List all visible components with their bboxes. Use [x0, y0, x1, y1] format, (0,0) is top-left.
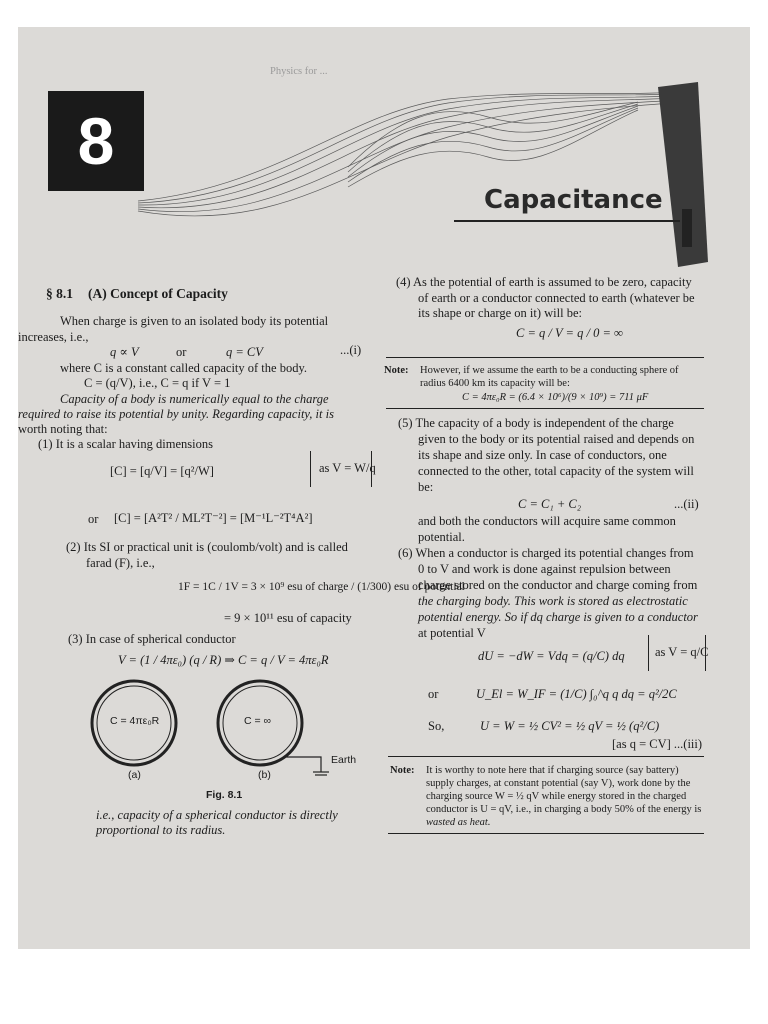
- note-2-top-rule: [388, 756, 704, 757]
- point-6-line-2: 0 to V and work is done against repulsion between: [418, 562, 671, 576]
- eq1-left: q ∝ V: [110, 345, 139, 359]
- note-1-line-2: radius 6400 km its capacity will be:: [420, 378, 570, 389]
- point-6-line-5: potential energy. So if dq charge is given to a conductor: [418, 610, 698, 624]
- book-page: [18, 27, 750, 949]
- point-2-line-2: farad (F), i.e.,: [86, 556, 155, 570]
- dimension-or: or: [88, 512, 99, 526]
- point-6-line-6: at potential V: [418, 626, 486, 640]
- point-5-line-7: potential.: [418, 530, 465, 544]
- u-tag: [as q = CV] ...(iii): [612, 737, 703, 751]
- header-fragment: Physics for ...: [270, 66, 328, 77]
- note-1-bottom-rule: [386, 408, 704, 409]
- earth-label: Earth: [331, 754, 357, 766]
- note-2-label: Note:: [390, 765, 415, 776]
- title-rule: [454, 220, 680, 222]
- note-1-equation: C = 4πε₀R = (6.4 × 10⁶)/(9 × 10⁹) = 711 μF: [462, 392, 649, 403]
- note-2-line-2: supply charges, at constant potential (say V), work done by the: [426, 778, 691, 789]
- chapter-title: Capacitance: [484, 185, 663, 215]
- point-6-line-1: (6) When a conductor is charged its potential changes from: [398, 546, 694, 560]
- point-5-tag: ...(ii): [674, 497, 699, 511]
- earth-wire: [284, 757, 321, 772]
- note-1-line-1: However, if we assume the earth to be a conducting sphere of: [420, 365, 679, 376]
- note-2-bottom-rule: [388, 833, 704, 834]
- point-4-line-2: of earth or a conductor connected to earth (whatever be: [418, 291, 695, 305]
- subfigure-b: (b): [258, 769, 271, 781]
- farad-value: = 9 × 10¹¹ esu of capacity: [224, 611, 352, 625]
- note-2-line-3: charging source W = ½ qV while energy stored in the charged: [426, 791, 687, 802]
- point-5-line-2: given to the body or its potential raised and depends on: [418, 432, 695, 446]
- point-2-line-1: (2) Its SI or practical unit is (coulomb/volt) and is called: [66, 540, 348, 554]
- point-5-line-5: be:: [418, 480, 434, 494]
- or-label: or: [428, 687, 439, 701]
- point-3: (3) In case of spherical conductor: [68, 632, 236, 646]
- title-bar: [682, 209, 692, 247]
- point-4-equation: C = q / V = q / 0 = ∞: [516, 326, 623, 340]
- figure-b-label: C = ∞: [244, 715, 272, 727]
- point-1: (1) It is a scalar having dimensions: [38, 437, 213, 451]
- point-6-line-3: charge stored on the conductor and charge coming from: [418, 578, 698, 592]
- point-6-line-4: the charging body. This work is stored as electrostatic: [418, 594, 688, 608]
- chapter-number: 8: [48, 91, 144, 191]
- dimension-bracket: [310, 451, 376, 487]
- conclusion-line-2: proportional to its radius.: [96, 823, 226, 837]
- section-number: § 8.1: [46, 286, 73, 301]
- figure-caption: Fig. 8.1: [206, 789, 243, 801]
- earth-ground-icon: [313, 772, 329, 777]
- point-5-line-1: (5) The capacity of a body is independent of the charge: [398, 416, 674, 430]
- dimension-eq-1: [C] = [q/V] = [q²/W]: [110, 464, 214, 478]
- c-definition: C = (q/V), i.e., C = q if V = 1: [84, 376, 231, 390]
- du-equation: dU = −dW = Vdq = (q/C) dq: [478, 649, 625, 663]
- farad-equation: 1F = 1C / 1V = 3 × 10⁹ esu of charge / (1/300) esu of potential: [178, 581, 465, 593]
- point-5-line-3: its shape and size only. In case of conductors, one: [418, 448, 667, 462]
- intro-line-2: increases, i.e.,: [18, 330, 89, 344]
- note-1-top-rule: [386, 357, 704, 358]
- du-bracket: [648, 635, 709, 671]
- intro-line-1: When charge is given to an isolated body its potential: [60, 314, 329, 328]
- subfigure-a: (a): [128, 769, 141, 781]
- section-title: (A) Concept of Capacity: [88, 286, 228, 301]
- note-1-label: Note:: [384, 365, 409, 376]
- note-2-line-5: wasted as heat.: [426, 817, 491, 828]
- capacity-line-3: worth noting that:: [18, 422, 108, 436]
- figure-a-label: C = 4πε₀R: [110, 715, 160, 727]
- eq1-right: q = CV: [226, 345, 263, 359]
- sphere-equation: V = (1 / 4πε₀) (q / R) ⇒ C = q / V = 4πε₀R: [118, 653, 329, 667]
- point-4-line-1: (4) As the potential of earth is assumed to be zero, capacity: [396, 275, 692, 289]
- du-as: as V = q/C: [655, 645, 709, 659]
- capacity-line-2: required to raise its potential by unity. Regarding capacity, it is: [18, 407, 334, 421]
- dimension-eq-2: [C] = [A²T² / ML²T⁻²] = [M⁻¹L⁻²T⁴A²]: [114, 511, 313, 525]
- point-5-line-6: and both the conductors will acquire same common: [418, 514, 676, 528]
- conclusion-line-1: i.e., capacity of a spherical conductor is directly: [96, 808, 338, 822]
- dimension-as: as V = W/q: [319, 461, 376, 475]
- point-5-line-4: connected to the other, total capacity of the system will: [418, 464, 694, 478]
- note-2-line-1: It is worthy to note here that if charging source (say battery): [426, 765, 679, 776]
- point-4-line-3: its shape or charge on it) will be:: [418, 306, 582, 320]
- u-equation: U = W = ½ CV² = ½ qV = ½ (q²/C): [480, 719, 660, 733]
- so-label: So,: [428, 719, 445, 733]
- eq1-or: or: [176, 345, 187, 359]
- capacity-line-1: Capacity of a body is numerically equal to the charge: [60, 392, 329, 406]
- note-2-line-4: conductor is U = qV, i.e., in charging a body 50% of the energy is: [426, 804, 702, 815]
- where-line: where C is a constant called capacity of the body.: [60, 361, 308, 375]
- uel-equation: U_El = W_IF = (1/C) ∫₀^q q dq = q²/2C: [476, 687, 677, 701]
- eq1-tag: ...(i): [340, 343, 362, 357]
- point-5-equation: C = C₁ + C₂: [518, 497, 582, 511]
